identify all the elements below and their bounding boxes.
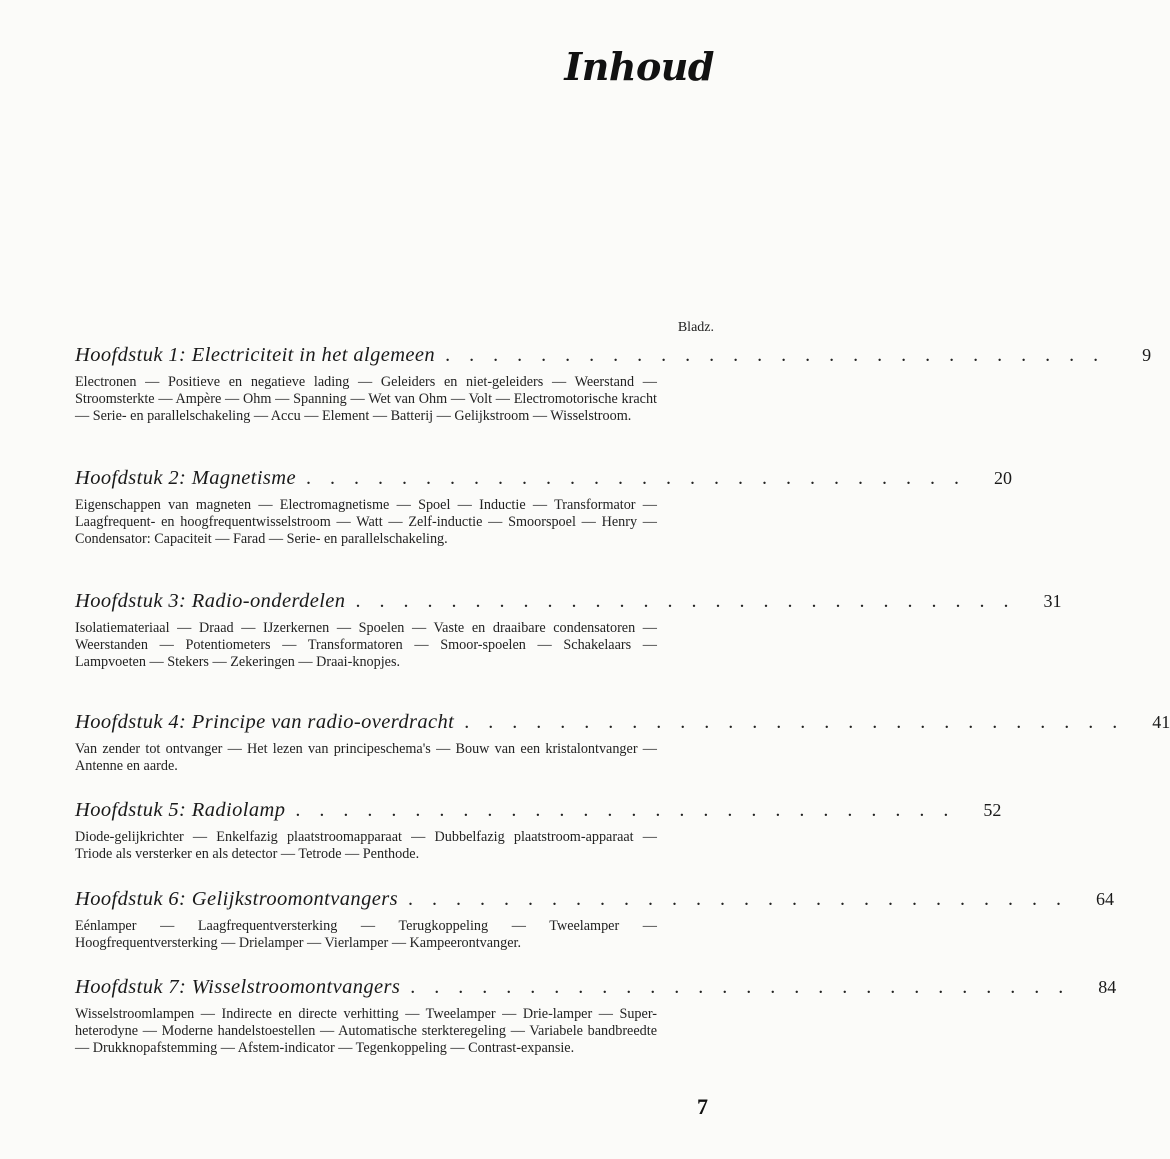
dot-leader: . . . . . . . . . . . . . . . . . . . . . . . . . . . . [410,976,1071,998]
toc-chapter-heading [75,888,1114,914]
dot-leader: . . . . . . . . . . . . . . . . . . . . . . . . . . . . [306,467,966,489]
chapter-title: Hoofdstuk 5: Radiolamp [75,799,286,821]
toc-chapter-heading [75,976,1117,1002]
chapter-title: Hoofdstuk 3: Radio-onderdelen [75,590,346,612]
toc-chapter-heading [75,590,1062,616]
toc-chapter-3 [75,590,1062,672]
toc-chapter-5 [75,799,1002,863]
chapter-description: Eigenschappen van magneten — Electromagnetisme — Spoel — Inductie — Transformator — Laagfrequent- en hoogfrequentwisselstroom — Watt — Zelf-inductie — Smoorspoel — Henry — Condensator: Capaciteit — Farad — Serie- en parallelschakeling. [75,497,657,548]
chapter-page-number: 9 [1142,345,1152,365]
page-number: 7 [697,1094,708,1119]
chapter-page-number: 52 [983,800,1002,820]
chapter-title: Hoofdstuk 1: Electriciteit in het algemeen [75,344,436,366]
toc-chapter-heading [75,799,1002,825]
chapter-title: Hoofdstuk 7: Wisselstroomontvangers [75,976,401,998]
dot-leader: . . . . . . . . . . . . . . . . . . . . . . . . . . . . [355,590,1016,612]
chapter-description: Diode-gelijkrichter — Enkelfazig plaatstroomapparaat — Dubbelfazig plaatstroom-apparaat — Triode als versterker en als detector — Tetrode — Penthode. [75,829,657,863]
chapter-description: Electronen — Positieve en negatieve lading — Geleiders en niet-geleiders — Weerstand — Stroomsterkte — Ampère — Ohm — Spanning — Wet van Ohm — Volt — Electromotorische kracht — Serie- en parallelschakeling — Accu — Element — Batterij — Gelijkstroom — Wisselstroom. [75,374,657,425]
chapter-page-number: 31 [1043,591,1062,611]
chapter-page-number: 64 [1095,889,1114,909]
toc-chapter-heading [75,467,1012,493]
chapter-description: Isolatiemateriaal — Draad — IJzerkernen — Spoelen — Vaste en draaibare condensatoren — Weerstanden — Potentiometers — Transformatoren — Smoor-spoelen — Schakelaars — Lampvoeten — Stekers — Zekeringen — Draai-knopjes. [75,620,657,671]
chapter-title: Hoofdstuk 4: Principe van radio-overdracht [75,711,455,733]
chapter-description: Wisselstroomlampen — Indirecte en directe verhitting — Tweelamper — Drie-lamper — Super-heterodyne — Moderne handelstoestellen — Automatische sterkteregeling — Variabele bandbreedte — Drukknopafstemming — Afstem-indicator — Tegenkoppeling — Contrast-expansie. [75,1006,657,1057]
dot-leader: . . . . . . . . . . . . . . . . . . . . . . . . . . . . [407,888,1068,910]
toc-chapter-2 [75,467,1012,549]
toc-chapter-1 [75,344,1152,426]
toc-chapter-heading [75,711,1170,737]
toc-chapter-7 [75,976,1117,1058]
chapter-page-number: 84 [1098,977,1117,997]
chapter-page-number: 41 [1152,712,1170,732]
page-title: Inhoud [564,44,714,89]
toc-chapter-6 [75,888,1114,952]
dot-leader: . . . . . . . . . . . . . . . . . . . . . . . . . . . . [295,799,956,821]
chapter-title: Hoofdstuk 2: Magnetisme [75,467,296,489]
page-column-header: Bladz. [677,320,714,335]
chapter-description: Eénlamper — Laagfrequentversterking — Terugkoppeling — Tweelamper — Hoogfrequentversterking — Drielamper — Vierlamper — Kampeerontvanger. [75,918,657,952]
chapter-title: Hoofdstuk 6: Gelijkstroomontvangers [75,888,398,910]
chapter-description: Van zender tot ontvanger — Het lezen van principeschema's — Bouw van een kristalontvanger — Antenne en aarde. [75,741,657,775]
dot-leader: . . . . . . . . . . . . . . . . . . . . . . . . . . . . [464,711,1125,733]
dot-leader: . . . . . . . . . . . . . . . . . . . . . . . . . . . . [445,344,1106,366]
toc-chapter-4 [75,711,1170,775]
chapter-page-number: 20 [994,468,1012,488]
toc-chapter-heading [75,344,1152,370]
